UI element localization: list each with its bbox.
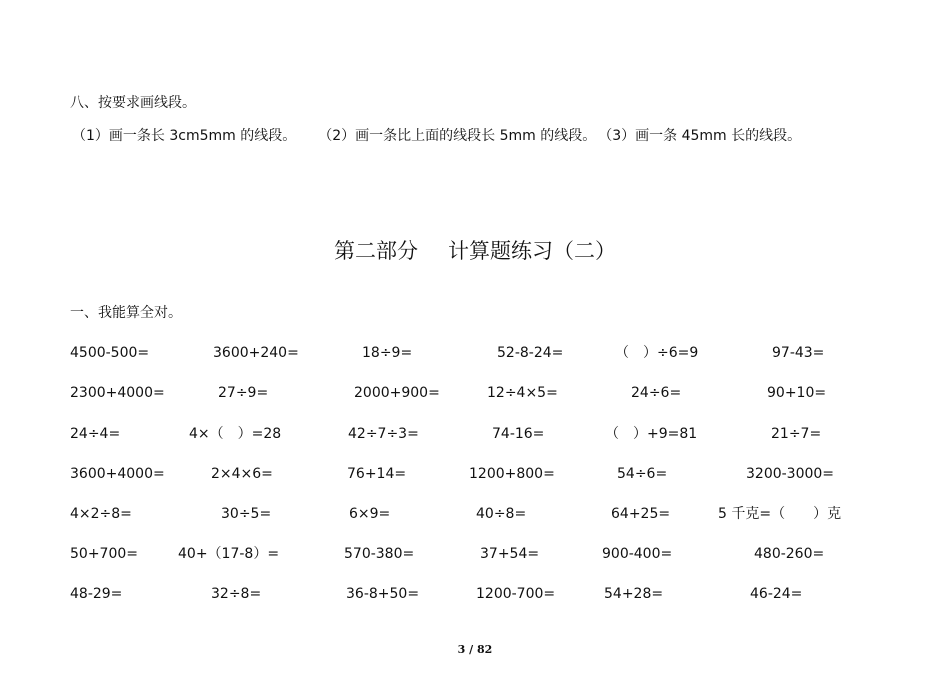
exercise-item: 52-8-24=: [497, 345, 564, 361]
exercise-row: [0, 343, 950, 363]
section-8-heading: 八、按要求画线段。: [70, 95, 196, 111]
exercise-item: 27÷9=: [218, 385, 269, 401]
exercise-item: 4×2÷8=: [70, 506, 132, 522]
exercise-item: 6×9=: [349, 506, 391, 522]
exercise-item: 97-43=: [772, 345, 825, 361]
part-title: [0, 236, 950, 266]
exercise-item: 12÷4×5=: [487, 385, 558, 401]
exercise-item: 900-400=: [602, 546, 673, 562]
exercise-item: 30÷5=: [221, 506, 272, 522]
exercise-row: [0, 383, 950, 403]
exercise-item: 50+700=: [70, 546, 138, 562]
exercise-row: [0, 424, 950, 444]
section-1-heading: 一、我能算全对。: [70, 305, 182, 321]
exercise-item: 46-24=: [750, 586, 803, 602]
exercise-item: 2300+4000=: [70, 385, 165, 401]
exercise-item: 1200+800=: [469, 466, 555, 482]
exercise-item: 90+10=: [767, 385, 827, 401]
exercise-item: 3600+4000=: [70, 466, 165, 482]
exercise-item: 54÷6=: [617, 466, 668, 482]
page-indicator: 3 / 82: [457, 643, 493, 656]
exercise-item: 5 千克=（ ）克: [718, 506, 842, 522]
exercise-item: 42÷7÷3=: [348, 426, 419, 442]
section-8-item-2: （2）画一条比上面的线段长 5mm 的线段。: [318, 128, 597, 144]
exercise-item: 36-8+50=: [346, 586, 420, 602]
exercise-item: （ ）÷6=9: [615, 345, 699, 361]
exercise-row: [0, 504, 950, 524]
exercise-item: 2×4×6=: [211, 466, 273, 482]
exercise-item: 24÷4=: [70, 426, 121, 442]
exercise-item: 64+25=: [611, 506, 671, 522]
section-8-items: [72, 127, 801, 145]
exercise-row: [0, 584, 950, 604]
exercise-item: 1200-700=: [476, 586, 556, 602]
exercise-item: 4×（ ）=28: [189, 426, 282, 442]
exercise-item: 54+28=: [604, 586, 664, 602]
exercise-item: 37+54=: [480, 546, 540, 562]
part-title-name: 计算题练习（二）: [448, 239, 616, 263]
exercise-item: 2000+900=: [354, 385, 440, 401]
exercise-item: 74-16=: [492, 426, 545, 442]
exercise-item: 40+（17-8）=: [178, 546, 280, 562]
exercise-item: 40÷8=: [476, 506, 527, 522]
exercise-item: 4500-500=: [70, 345, 150, 361]
exercise-item: 3200-3000=: [746, 466, 835, 482]
exercise-item: 76+14=: [347, 466, 407, 482]
exercise-item: 480-260=: [754, 546, 825, 562]
exercise-row: [0, 544, 950, 564]
exercise-item: 48-29=: [70, 586, 123, 602]
section-8-item-1: （1）画一条长 3cm5mm 的线段。: [72, 128, 297, 144]
exercise-item: 21÷7=: [771, 426, 822, 442]
exercise-item: 24÷6=: [631, 385, 682, 401]
part-title-part: 第二部分: [334, 239, 418, 263]
exercise-item: 32÷8=: [211, 586, 262, 602]
section-8-item-3: （3）画一条 45mm 长的线段。: [598, 128, 802, 144]
exercise-item: 18÷9=: [362, 345, 413, 361]
exercise-item: 3600+240=: [213, 345, 299, 361]
exercise-item: 570-380=: [344, 546, 415, 562]
exercise-row: [0, 464, 950, 484]
exercise-item: （ ）+9=81: [605, 426, 698, 442]
